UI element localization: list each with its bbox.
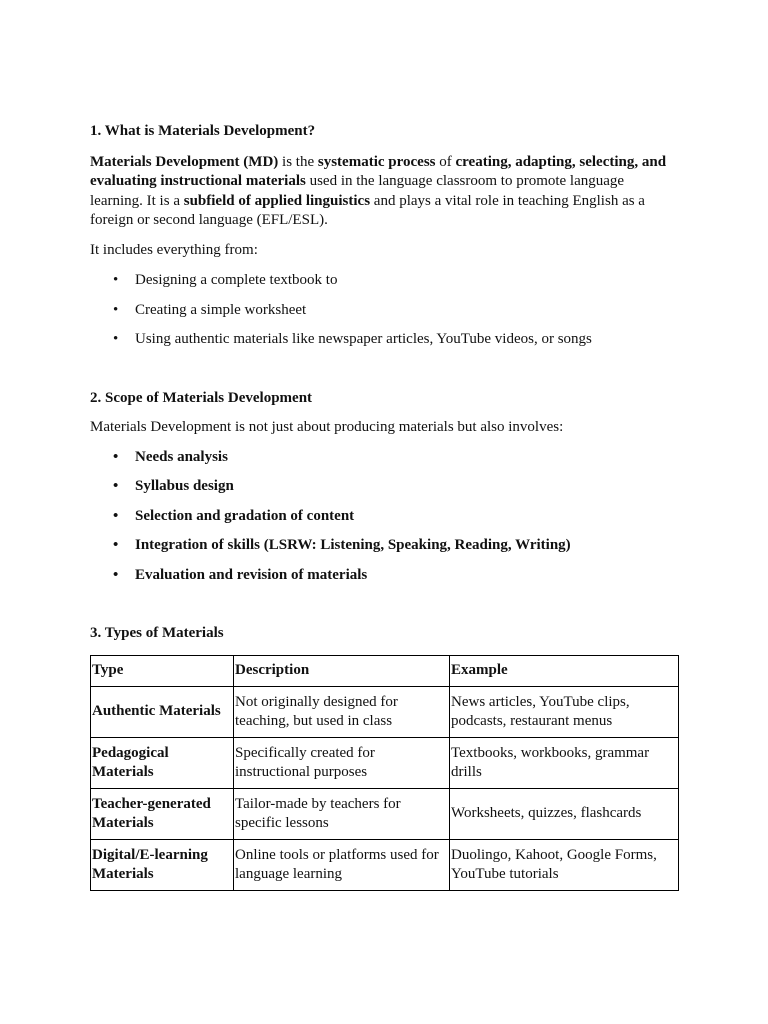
text-run: is the	[278, 153, 318, 170]
includes-list	[90, 271, 678, 350]
bullet-icon: •	[113, 566, 119, 583]
cell-type: Authentic Materials	[91, 686, 234, 737]
list-item	[90, 271, 678, 291]
term-md: Materials Development (MD)	[90, 153, 279, 170]
list-item	[90, 448, 678, 468]
table-row	[91, 686, 679, 737]
term-systematic-process: systematic process	[317, 153, 436, 170]
cell-example: Textbooks, workbooks, grammar drills	[450, 737, 679, 788]
section-2-heading: 2. Scope of Materials Development	[90, 389, 313, 406]
bullet-icon: •	[113, 478, 119, 494]
includes-paragraph: It includes everything from:	[90, 241, 258, 258]
bullet-icon: •	[113, 272, 119, 288]
text-run: used in the language classroom to promote language learning. It is a	[90, 173, 625, 209]
cell-description: Tailor-made by teachers for specific lessons	[234, 788, 450, 839]
table-row	[91, 788, 679, 839]
bullet-icon: •	[113, 537, 119, 553]
list-item	[90, 536, 678, 556]
bullet-icon: •	[113, 507, 119, 524]
list-item-text: Designing a complete textbook to	[135, 272, 338, 288]
bullet-icon: •	[113, 301, 119, 318]
scope-list	[90, 448, 678, 586]
cell-example: Duolingo, Kahoot, Google Forms, YouTube tutorials	[450, 839, 679, 890]
list-item	[90, 566, 678, 586]
cell-description: Specifically created for instructional purposes	[234, 737, 450, 788]
cell-type: Digital/E-learning Materials	[91, 839, 234, 890]
text-run: and plays a vital role in teaching English as a foreign or second language (EFL/ESL).	[90, 192, 645, 228]
cell-example: Worksheets, quizzes, flashcards	[450, 788, 679, 839]
list-item-text: Evaluation and revision of materials	[135, 566, 368, 583]
term-applied-linguistics: subfield of applied linguistics	[183, 192, 371, 209]
list-item-text: Syllabus design	[135, 478, 234, 494]
bullet-icon: •	[113, 331, 119, 347]
header-example: Example	[450, 655, 679, 686]
table-header-row	[91, 655, 679, 686]
cell-type: Teacher-generated Materials	[91, 788, 234, 839]
table-row	[91, 737, 679, 788]
text-run: of	[435, 153, 456, 170]
list-item	[90, 330, 678, 350]
cell-description: Not originally designed for teaching, but used in class	[234, 686, 450, 737]
md-definition-paragraph	[90, 153, 678, 231]
list-item	[90, 477, 678, 497]
materials-types-table	[90, 655, 679, 891]
list-item-text: Creating a simple worksheet	[135, 301, 307, 318]
term-creating-adapting: creating, adapting, selecting, and evaluating instructional materials	[90, 153, 667, 189]
cell-description: Online tools or platforms used for language learning	[234, 839, 450, 890]
list-item-text: Using authentic materials like newspaper articles, YouTube videos, or songs	[135, 331, 592, 347]
cell-example: News articles, YouTube clips, podcasts, restaurant menus	[450, 686, 679, 737]
header-type: Type	[91, 655, 234, 686]
table-row	[91, 839, 679, 890]
header-description: Description	[234, 655, 450, 686]
section-3-heading: 3. Types of Materials	[90, 625, 224, 641]
list-item	[90, 301, 678, 321]
list-item-text: Selection and gradation of content	[135, 507, 355, 524]
section-1-heading: 1. What is Materials Development?	[90, 123, 316, 139]
document-page	[90, 122, 678, 891]
bullet-icon: •	[113, 448, 119, 465]
list-item-text: Needs analysis	[135, 448, 228, 465]
list-item	[90, 507, 678, 527]
scope-intro-paragraph: Materials Development is not just about producing materials but also involves:	[90, 419, 564, 435]
cell-type: Pedagogical Materials	[91, 737, 234, 788]
list-item-text: Integration of skills (LSRW: Listening, Speaking, Reading, Writing)	[135, 537, 571, 553]
